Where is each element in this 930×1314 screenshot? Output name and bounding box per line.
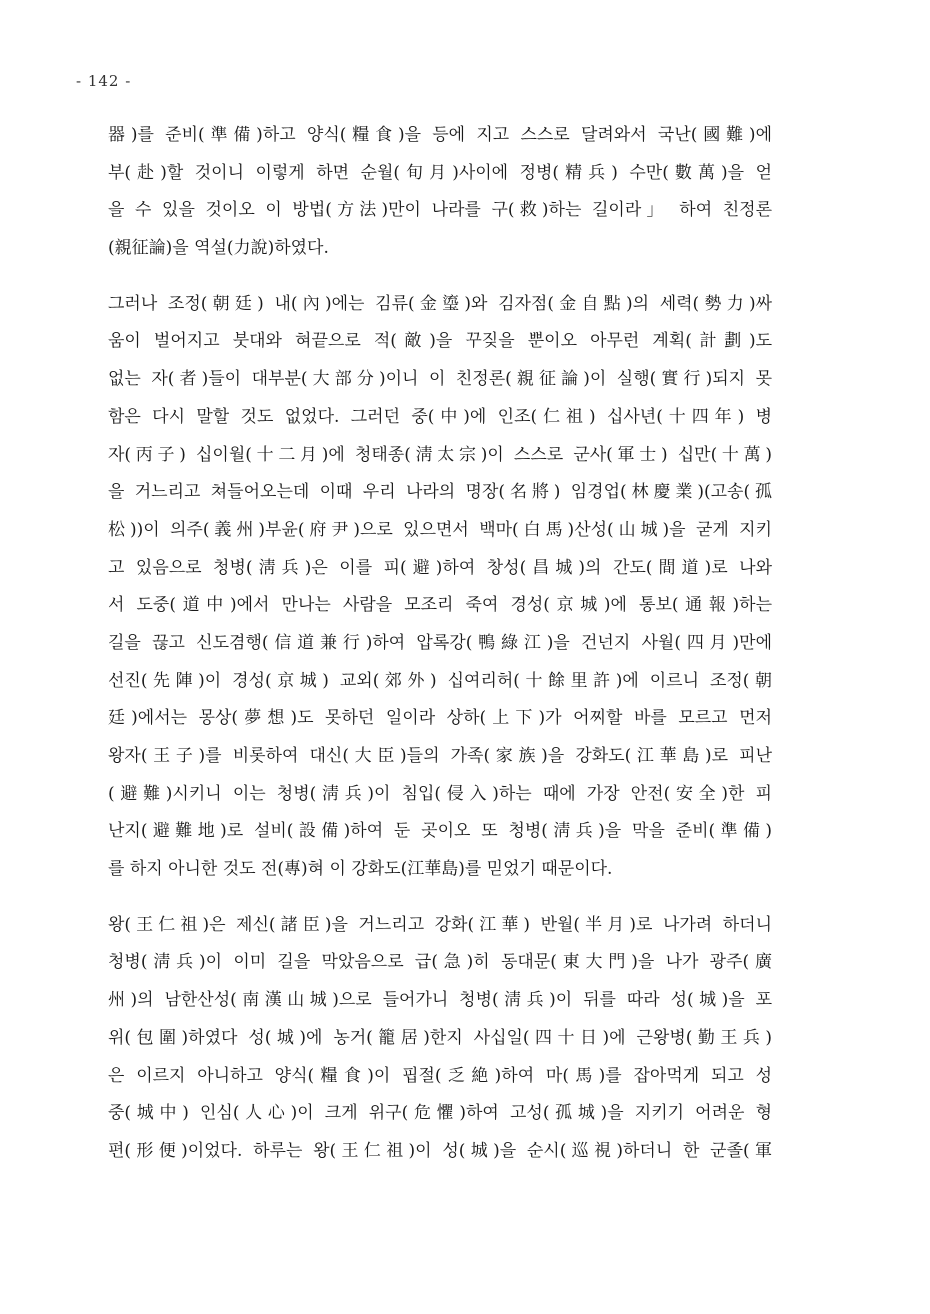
text-line: 부(赴)할 것이니 이렇게 하면 순월(旬月)사이에 정병(精兵) 수만(數萬)을 얻 (108, 162, 772, 183)
text-line: 松))이 의주(義州)부윤(府尹)으로 있으면서 백마(白馬)산성(山城)을 굳게 지키 (108, 519, 772, 540)
paragraph-3 (108, 907, 772, 1171)
page-number: - 142 - (76, 72, 132, 90)
text-line: 을 수 있을 것이오 이 방법(方法)만이 나라를 구(救)하는 길이라」 하여 친정론 (108, 200, 772, 221)
paragraph-1 (108, 117, 772, 268)
text-line: 길을 끊고 신도겸행(信道兼行)하여 압록강(鴨綠江)을 건넌지 사월(四月)만에 (108, 632, 772, 653)
text-line: 청병(淸兵)이 이미 길을 막았음으로 급(急)히 동대문(東大門)을 나가 광주(廣 (108, 952, 772, 973)
text-line: 은 이르지 아니하고 양식(糧食)이 핍절(乏絶)하여 마(馬)를 잡아먹게 되고 성 (108, 1065, 772, 1086)
text-line: 난지(避難地)로 설비(設備)하여 둔 곳이오 또 청병(淸兵)을 막을 준비(準備) (108, 821, 772, 842)
text-line: 중(城中) 인심(人心)이 크게 위구(危懼)하여 고성(孤城)을 지키기 어려운 형 (108, 1103, 772, 1124)
text-line: 그러나 조정(朝廷) 내(內)에는 김류(金瑬)와 김자점(金自點)의 세력(勢力)싸 (108, 293, 772, 314)
text-line: 자(丙子) 십이월(十二月)에 청태종(淸太宗)이 스스로 군사(軍士) 십만(十萬) (108, 444, 772, 465)
text-line: 위(包圍)하였다 성(城)에 농거(籠居)한지 사십일(四十日)에 근왕병(勤王兵) (108, 1027, 772, 1048)
text-line: 없는 자(者)들이 대부분(大部分)이니 이 친정론(親征論)이 실행(實行)되지 못 (108, 369, 772, 390)
text-line: 器)를 준비(準備)하고 양식(糧食)을 등에 지고 스스로 달려와서 국난(國難)에 (108, 125, 772, 145)
body-text (108, 117, 772, 1171)
text-line: 왕(王仁祖)은 제신(諸臣)을 거느리고 강화(江華) 반월(半月)로 나가려 하더니 (108, 914, 772, 935)
text-line: 을 거느리고 쳐들어오는데 이때 우리 나라의 명장(名將) 임경업(林慶業)(고송(孤 (108, 482, 772, 503)
text-line: 왕자(王子)를 비롯하여 대신(大臣)들의 가족(家族)을 강화도(江華島)로 피난 (108, 746, 772, 766)
text-line: (避難)시키니 이는 청병(淸兵)이 침입(侵入)하는 때에 가장 안전(安全)한 피 (108, 783, 772, 804)
text-line: 서 도중(道中)에서 만나는 사람을 모조리 죽여 경성(京城)에 통보(通報)하는 (108, 595, 772, 616)
paragraph-2 (108, 286, 772, 889)
text-line: (親征論)을 역설(力說)하였다. (108, 238, 329, 259)
text-line: 움이 벌어지고 붓대와 혀끝으로 적(敵)을 꾸짖을 뿐이오 아무런 계획(計劃)도 (108, 331, 772, 352)
text-line: 편(形便)이었다. 하루는 왕(王仁祖)이 성(城)을 순시(巡視)하더니 한 군졸(軍 (108, 1140, 772, 1161)
text-line: 를 하지 아니한 것도 전(專)혀 이 강화도(江華島)를 믿었기 때문이다. (108, 859, 613, 880)
text-line: 선진(先陣)이 경성(京城) 교외(郊外) 십여리허(十餘里許)에 이르니 조정(朝 (108, 670, 772, 691)
text-line: 州)의 남한산성(南漢山城)으로 들어가니 청병(淸兵)이 뒤를 따라 성(城)을 포 (108, 990, 772, 1011)
text-line: 廷)에서는 몽상(夢想)도 못하던 일이라 상하(上下)가 어찌할 바를 모르고 먼저 (108, 708, 772, 729)
text-line: 함은 다시 말할 것도 없었다. 그러던 중(中)에 인조(仁祖) 십사년(十四年) 병 (108, 406, 772, 427)
text-line: 고 있음으로 청병(淸兵)은 이를 피(避)하여 창성(昌城)의 간도(間道)로 나와 (108, 557, 772, 578)
